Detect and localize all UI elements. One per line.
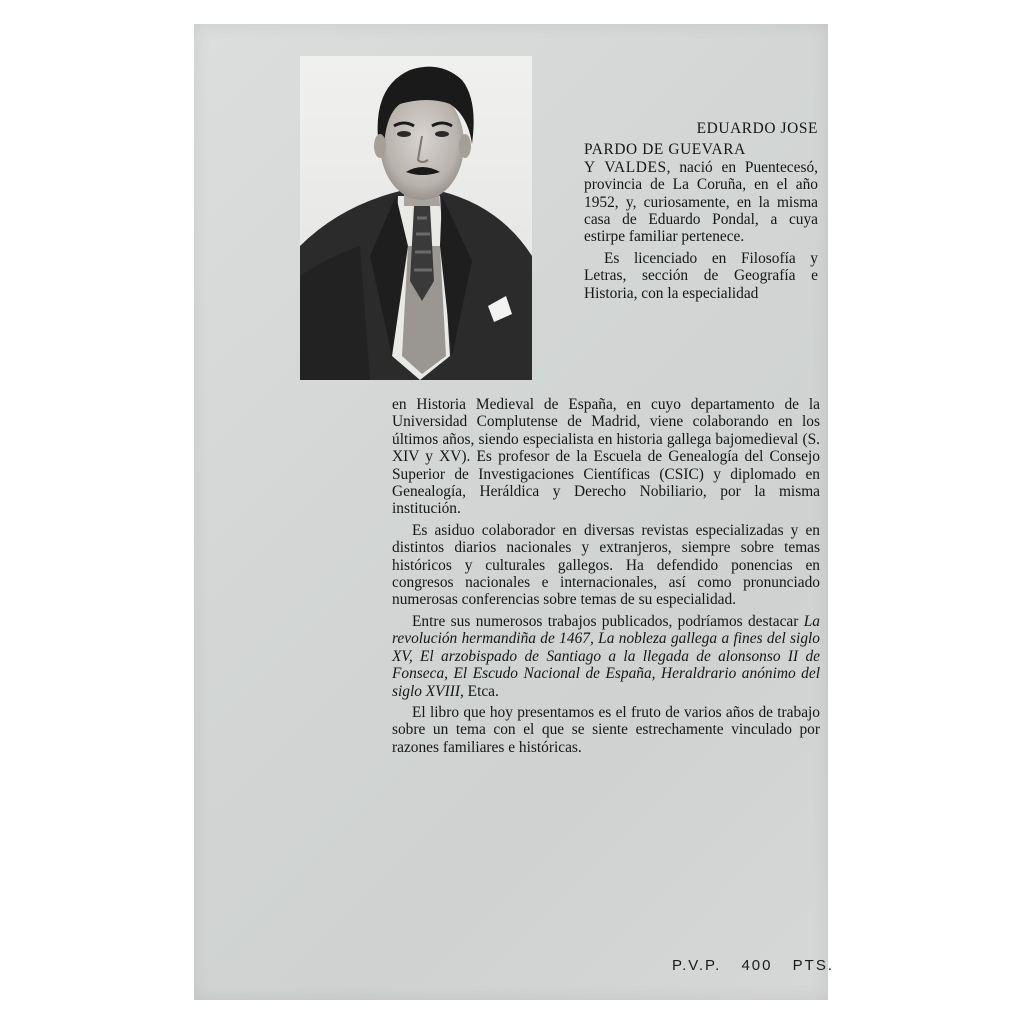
price-value: 400 PTS.: [741, 957, 834, 974]
price-line: [672, 957, 834, 974]
book-paragraph: El libro que hoy presentamos es el fruto de varios años de trabajo sobre un tema con el que se siente estrechamente vinculado por razones familiares e históricas.: [392, 703, 820, 756]
author-name-line-1: EDUARDO JOSE: [696, 120, 818, 137]
works-titles: La revolución hermandiña de 1467, La nobleza gallega a fines del siglo XV, El arzobispado de Santiago a la llegada de alonsonso II de Fonseca, El Escudo Nacional de España, Heraldrario anónimo del siglo XVIII: [392, 612, 820, 700]
education-paragraph-continued: en Historia Medieval de España, en cuyo departamento de la Universidad Complutense de Madrid, viene colaborando en los últimos años, siendo especialista en historia gallega bajomedieval (S. XIV y XV). Es profesor de la Escuela de Genealogía del Consejo Superior de Investigaciones Científicas (CSIC) y diplomado en Genealogía, Heráldica y Derecho Nobiliario, por la misma institución.: [392, 396, 820, 518]
bio-intro-text: , nació en Puentecesó, provincia de La Coruña, en el año 1952, y, curiosamente, en la misma casa de Eduardo Pondal, a cuya estirpe familiar pertenece.: [584, 158, 818, 246]
works-paragraph: [392, 613, 820, 700]
works-tail: , Etca.: [459, 682, 499, 700]
bio-side-column: [584, 120, 818, 306]
education-paragraph-start: Es licenciado en Filosofía y Letras, sección de Geografía e Historia, con la especialidad: [584, 249, 818, 302]
bio-full-column: [392, 396, 820, 760]
author-portrait: [300, 56, 532, 380]
works-lead: Entre sus numerosos trabajos publicados, podríamos destacar: [412, 612, 804, 630]
author-name-line-2: PARDO DE GUEVARA: [584, 141, 746, 159]
author-name-line-3: Y VALDES: [584, 158, 667, 176]
bio-intro-paragraph: [584, 141, 818, 245]
price-label: P.V.P.: [672, 957, 722, 974]
collaboration-paragraph: Es asiduo colaborador en diversas revistas especializadas y en distintos diarios nacionales y extranjeros, siempre sobre temas históricos y culturales gallegos. Ha defendido ponencias en congresos nacionales e internacionales, así como pronunciado numerosas conferencias sobre temas de su especialidad.: [392, 521, 820, 609]
